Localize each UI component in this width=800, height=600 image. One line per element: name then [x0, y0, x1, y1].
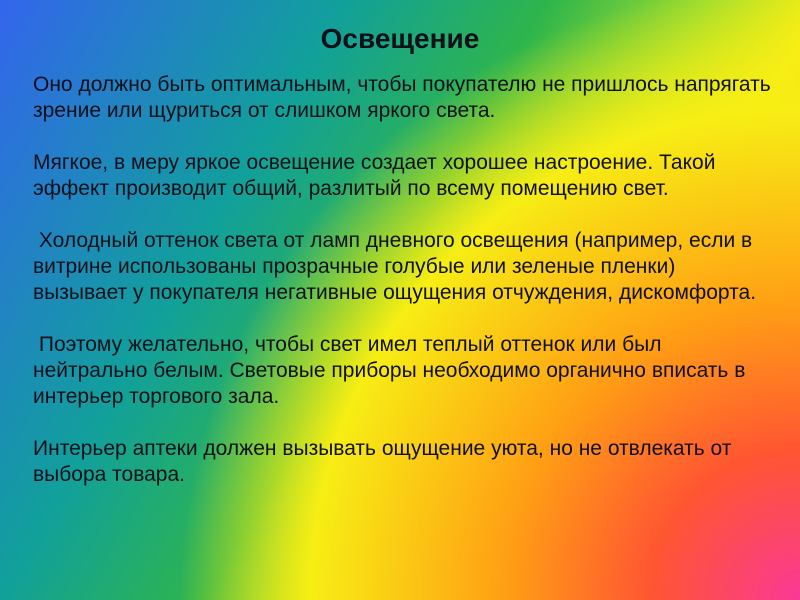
slide-paragraph: Холодный оттенок света от ламп дневного освещения (например, если в витрине использованы прозрачные голубые или зеленые пленки) вызывает у покупателя негативные ощущения отчуждения, дискомфорта. [33, 229, 759, 304]
slide-paragraph: Интерьер аптеки должен вызывать ощущение уюта, но не отвлекать от выбора товара. [33, 437, 738, 486]
slide-paragraph: Мягкое, в меру яркое освещение создает хорошее настроение. Такой эффект производит общий, разлитый по всему помещению свет. [33, 151, 722, 200]
slide-title: Освещение [320, 23, 480, 54]
slide-body [33, 72, 777, 514]
slide-paragraph: Оно должно быть оптимальным, чтобы покупателю не пришлось напрягать зрение или щуриться от слишком яркого света. [33, 73, 777, 122]
slide-paragraph: Поэтому желательно, чтобы свет имел теплый оттенок или был нейтрально белым. Световые приборы необходимо органично вписать в интерьер торгового зала. [33, 333, 752, 408]
